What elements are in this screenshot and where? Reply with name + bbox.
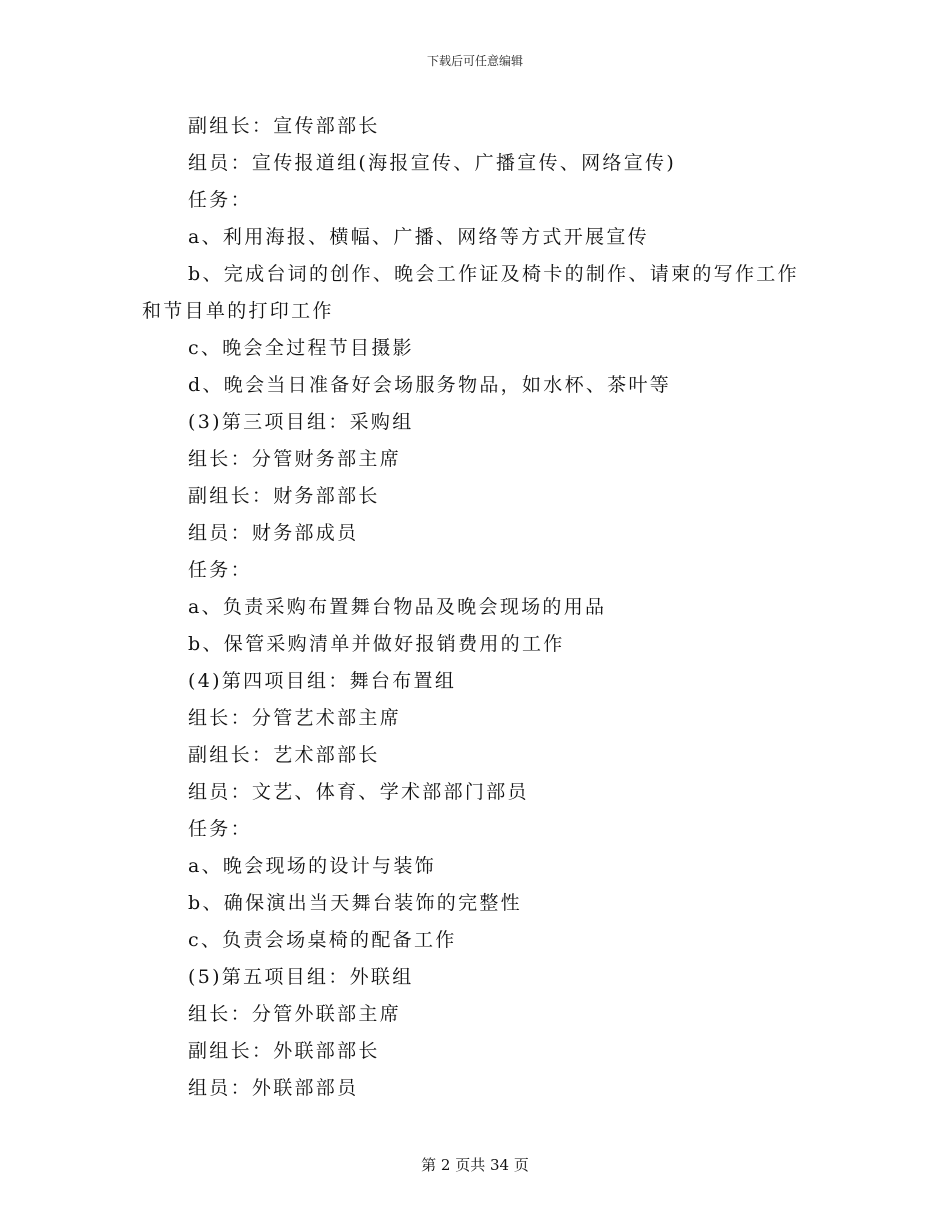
text-line: 组长：分管外联部主席: [188, 1003, 402, 1025]
text-line: 任务：: [188, 189, 252, 211]
text-line: 副组长：宣传部部长: [188, 115, 380, 137]
text-line: c、负责会场桌椅的配备工作: [188, 929, 457, 951]
text-line: b、确保演出当天舞台装饰的完整性: [188, 892, 522, 914]
text-line: 组员：文艺、体育、学术部部门部员: [188, 781, 529, 803]
text-line: b、完成台词的创作、晚会工作证及椅卡的制作、请柬的写作工作: [188, 263, 799, 285]
section-heading: (4)第四项目组：舞台布置组: [188, 670, 457, 692]
text-line: d、晚会当日准备好会场服务物品，如水杯、茶叶等: [188, 374, 672, 396]
document-body: [142, 108, 822, 1107]
text-line: 和节目单的打印工作: [142, 300, 334, 322]
text-line: 组员：财务部成员: [188, 522, 359, 544]
text-line: 副组长：艺术部部长: [188, 744, 380, 766]
text-line: a、负责采购布置舞台物品及晚会现场的用品: [188, 596, 607, 618]
text-line: a、利用海报、横幅、广播、网络等方式开展宣传: [188, 226, 649, 248]
section-heading: (3)第三项目组：采购组: [188, 411, 414, 433]
text-line: 副组长：财务部部长: [188, 485, 380, 507]
text-line: 任务：: [188, 818, 252, 840]
text-line: 组长：分管财务部主席: [188, 448, 402, 470]
text-line: 组员：外联部部员: [188, 1077, 359, 1099]
page-header: 下载后可任意编辑: [426, 54, 523, 68]
page-footer: 第 2 页共 34 页: [421, 1156, 529, 1174]
text-line: c、晚会全过程节目摄影: [188, 337, 414, 359]
section-heading: (5)第五项目组：外联组: [188, 966, 414, 988]
text-line: 任务：: [188, 559, 252, 581]
text-line: b、保管采购清单并做好报销费用的工作: [188, 633, 565, 655]
text-line: a、晚会现场的设计与装饰: [188, 855, 436, 877]
text-line: 副组长：外联部部长: [188, 1040, 380, 1062]
text-line: 组员：宣传报道组(海报宣传、广播宣传、网络宣传): [188, 152, 677, 174]
text-line: 组长：分管艺术部主席: [188, 707, 402, 729]
